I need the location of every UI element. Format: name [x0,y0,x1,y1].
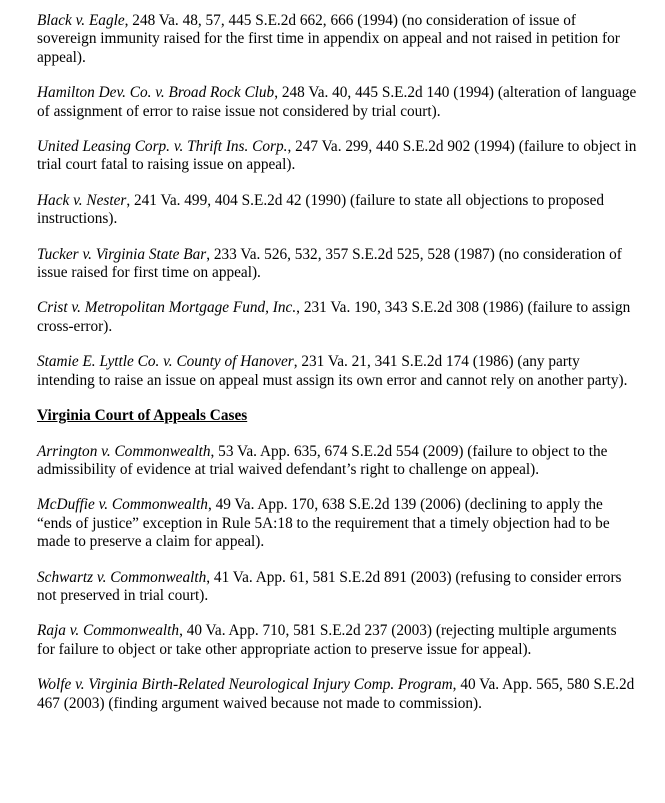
case-name: Hack v. Nester [37,191,127,209]
case-name: McDuffie v. Commonwealth [37,496,208,514]
case-entry [37,676,637,713]
case-name: Black v. Eagle [37,12,125,29]
case-entry [37,443,637,480]
case-citation: , 233 Va. 526, 532, 357 S.E.2d 525, 528 (1987) (no consideration of issue raised for first time on appeal). [37,245,622,282]
case-name: Crist v. Metropolitan Mortgage Fund, Inc. [37,299,297,317]
case-entry [37,622,637,659]
case-name: Tucker v. Virginia State Bar [37,245,207,263]
case-citation: , 40 Va. App. 710, 581 S.E.2d 237 (2003) (rejecting multiple arguments for failure to object or take other appropriate action to preserve issue for appeal). [37,622,617,658]
case-citation: , 231 Va. 190, 343 S.E.2d 308 (1986) (failure to assign cross-error). [37,299,631,335]
case-citation: , 248 Va. 40, 445 S.E.2d 140 (1994) (alteration of language of assignment of error to raise issue not considered by trial court). [37,84,637,120]
case-entry [37,299,637,336]
case-citation: , 248 Va. 48, 57, 445 S.E.2d 662, 666 (1994) (no consideration of issue of sovereign immunity raised for the first time in appendix on appeal and not raised in petition for appeal). [37,12,620,66]
case-name: Hamilton Dev. Co. v. Broad Rock Club [37,84,275,102]
case-name: Stamie E. Lyttle Co. v. County of Hanover [37,353,294,371]
case-citation: , 40 Va. App. 565, 580 S.E.2d 467 (2003) (finding argument waived because not made to commission). [37,676,635,712]
case-entry [37,246,637,283]
case-entry [37,569,637,606]
case-entry [37,353,637,390]
case-name: Raja v. Commonwealth [37,622,180,640]
case-citation: , 241 Va. 499, 404 S.E.2d 42 (1990) (failure to state all objections to proposed instructions). [37,191,605,228]
case-citation: , 231 Va. 21, 341 S.E.2d 174 (1986) (any party intending to raise an issue on appeal must assign its own error and cannot rely on another party). [37,353,628,389]
case-name: Schwartz v. Commonwealth [37,568,207,586]
case-entry [37,12,637,67]
case-citation: , 41 Va. App. 61, 581 S.E.2d 891 (2003) (refusing to consider errors not preserved in trial court). [37,568,622,604]
case-entry [37,84,637,121]
case-name: United Leasing Corp. v. Thrift Ins. Corp. [37,138,288,156]
case-entry [37,496,637,551]
case-name: Arrington v. Commonwealth [37,442,211,460]
case-citation: , 53 Va. App. 635, 674 S.E.2d 554 (2009) (failure to object to the admissibility of evidence at trial waived defendant’s right to challenge on appeal). [37,442,608,478]
section-heading: Virginia Court of Appeals Cases [37,407,248,425]
case-citation: , 247 Va. 299, 440 S.E.2d 902 (1994) (failure to object in trial court fatal to raising issue on appeal). [37,138,637,174]
document-page [37,12,637,730]
case-name: Wolfe v. Virginia Birth-Related Neurological Injury Comp. Program [37,676,453,694]
case-entry [37,138,637,175]
case-citation: , 49 Va. App. 170, 638 S.E.2d 139 (2006) (declining to apply the “ends of justice” exception in Rule 5A:18 to the requirement that a timely objection had to be made to preserve a claim for appeal). [37,496,610,551]
case-entry [37,192,637,229]
